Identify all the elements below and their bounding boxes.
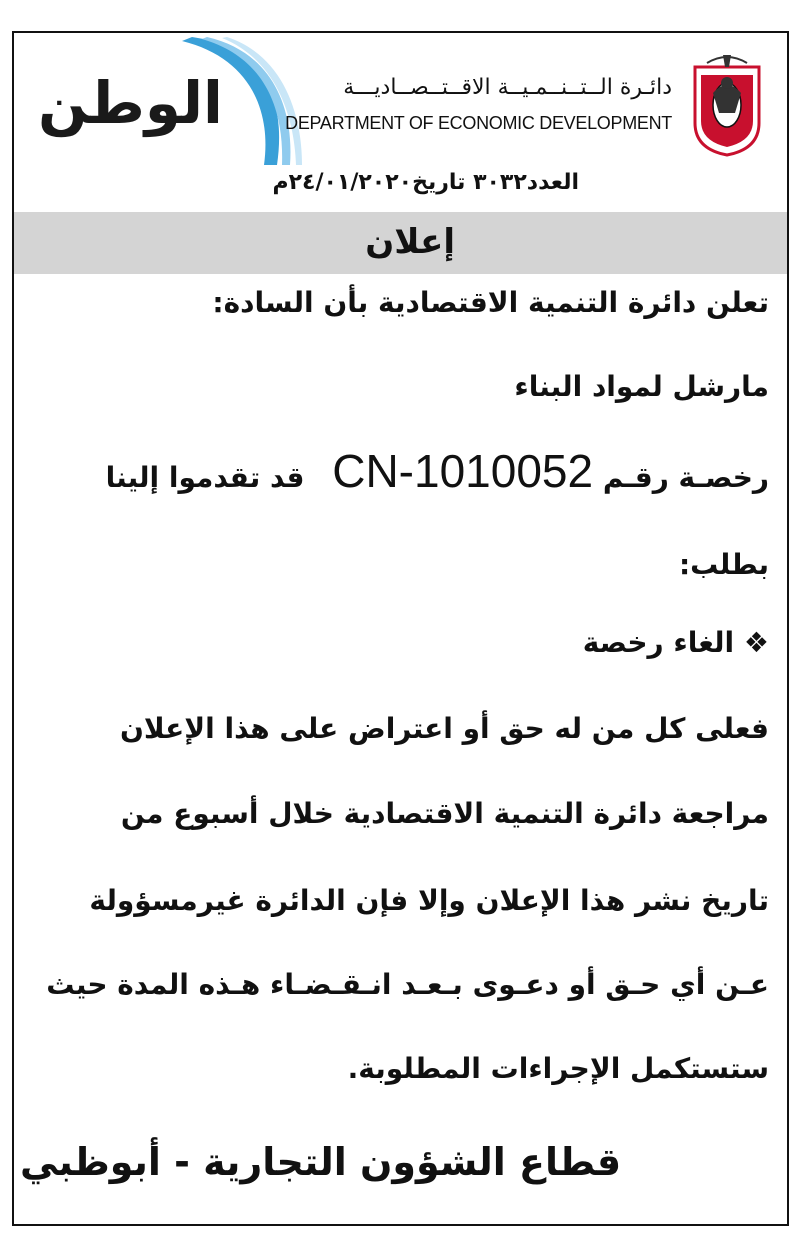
- company-name: مارشل لمواد البناء: [514, 370, 769, 403]
- body-line-3: تاريخ نشر هذا الإعلان وإلا فإن الدائرة غيرمسؤولة: [89, 884, 769, 917]
- license-number: CN-1010052: [332, 445, 594, 497]
- newspaper-logo: الوطن: [38, 69, 223, 137]
- request-label: بطلب:: [678, 548, 769, 581]
- license-line: [106, 444, 769, 498]
- abu-dhabi-emblem-icon: [689, 53, 765, 157]
- notice-title: إعلان: [365, 222, 455, 262]
- license-suffix: قد تقدموا إلينا: [105, 461, 305, 494]
- license-prefix: رخصـة رقـم: [602, 461, 769, 494]
- intro-line: تعلن دائرة التنمية الاقتصادية بأن السادة:: [212, 286, 769, 319]
- signature-footer: قطاع الشؤون التجارية - أبوظبي: [20, 1140, 622, 1184]
- request-item: ❖ الغاء رخصة: [582, 626, 769, 659]
- department-name-arabic: دائـرة الــتــنــمـيــة الاقــتــصــاديـــة: [343, 75, 672, 100]
- department-name-english: DEPARTMENT OF ECONOMIC DEVELOPMENT: [285, 113, 672, 133]
- body-line-5: ستستكمل الإجراءات المطلوبة.: [347, 1052, 769, 1085]
- issue-number-date: العدد٣٠٣٢ تاريخ٢٤/٠١/٢٠٢٠م: [272, 170, 579, 195]
- body-line-1: فعلى كل من له حق أو اعتراض على هذا الإعلان: [120, 712, 769, 745]
- body-line-4: عـن أي حـق أو دعـوى بـعـد انـقـضـاء هـذه المدة حيث: [46, 968, 769, 1001]
- header: [14, 33, 787, 165]
- body-line-2: مراجعة دائرة التنمية الاقتصادية خلال أسبوع من: [120, 797, 769, 830]
